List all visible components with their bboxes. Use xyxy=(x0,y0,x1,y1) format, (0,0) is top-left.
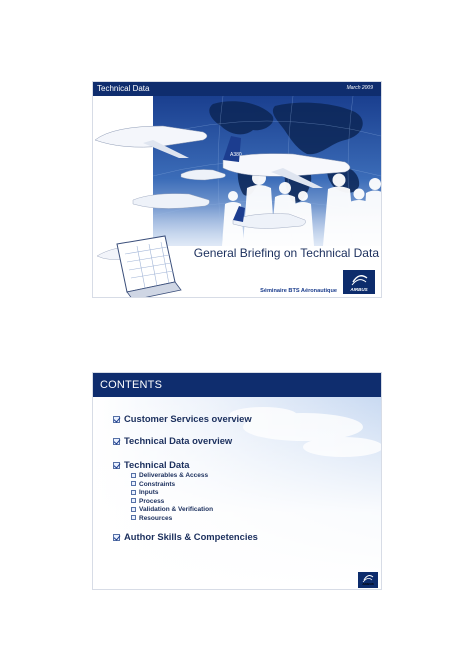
contents-subitem-label: Process xyxy=(139,497,165,505)
contents-subitem-label: Inputs xyxy=(139,489,159,496)
checkbox-icon xyxy=(131,498,136,503)
contents-subitem-label: Validation & Verification xyxy=(139,506,214,513)
checkbox-icon xyxy=(113,438,120,445)
checkbox-icon xyxy=(131,507,136,512)
a380-tail-label: A380 xyxy=(230,152,242,158)
contents-item[interactable] xyxy=(113,413,252,424)
checkbox-icon xyxy=(131,481,136,486)
contents-subitem-label: Resources xyxy=(139,514,173,522)
contents-subitem-label: Constraints xyxy=(139,480,176,488)
checkbox-icon xyxy=(113,462,120,469)
contents-subitem[interactable] xyxy=(131,506,213,513)
contents-subitem-label: Deliverables & Access xyxy=(139,472,209,479)
contents-item[interactable] xyxy=(113,459,189,470)
contents-subitem[interactable] xyxy=(131,515,172,522)
presentation-subtitle: Séminaire BTS Aéronautique xyxy=(260,288,337,294)
contents-subitem[interactable] xyxy=(131,472,208,479)
presentation-title: General Briefing on Technical Data xyxy=(193,246,379,260)
checkbox-icon xyxy=(131,515,136,520)
logo-text: AIRBUS xyxy=(362,582,374,586)
checkbox-icon xyxy=(131,490,136,495)
contents-item-label: Technical Data xyxy=(124,459,190,470)
slide-header xyxy=(93,82,381,96)
checkbox-icon xyxy=(113,416,120,423)
airbus-logo xyxy=(343,270,375,294)
logo-text: AIRBUS xyxy=(350,287,368,292)
contents-item[interactable] xyxy=(113,435,232,446)
contents-slide xyxy=(93,373,381,589)
contents-subitem[interactable] xyxy=(131,498,164,505)
slide-header xyxy=(93,373,381,397)
contents-subitem[interactable] xyxy=(131,481,175,488)
contents-item[interactable] xyxy=(113,531,258,542)
contents-item-label: Author Skills & Competencies xyxy=(124,531,258,542)
checkbox-icon xyxy=(131,473,136,478)
contents-item-label: Customer Services overview xyxy=(124,413,252,424)
header-title: Technical Data xyxy=(97,84,150,93)
contents-title: CONTENTS xyxy=(100,379,163,391)
airbus-logo-small xyxy=(358,572,378,588)
contents-subitem[interactable] xyxy=(131,489,159,496)
contents-item-label: Technical Data overview xyxy=(124,435,233,446)
title-slide xyxy=(93,82,381,297)
aircraft-world-map-illustration xyxy=(93,96,381,297)
checkbox-icon xyxy=(113,534,120,541)
header-date: March 2009 xyxy=(346,85,373,91)
